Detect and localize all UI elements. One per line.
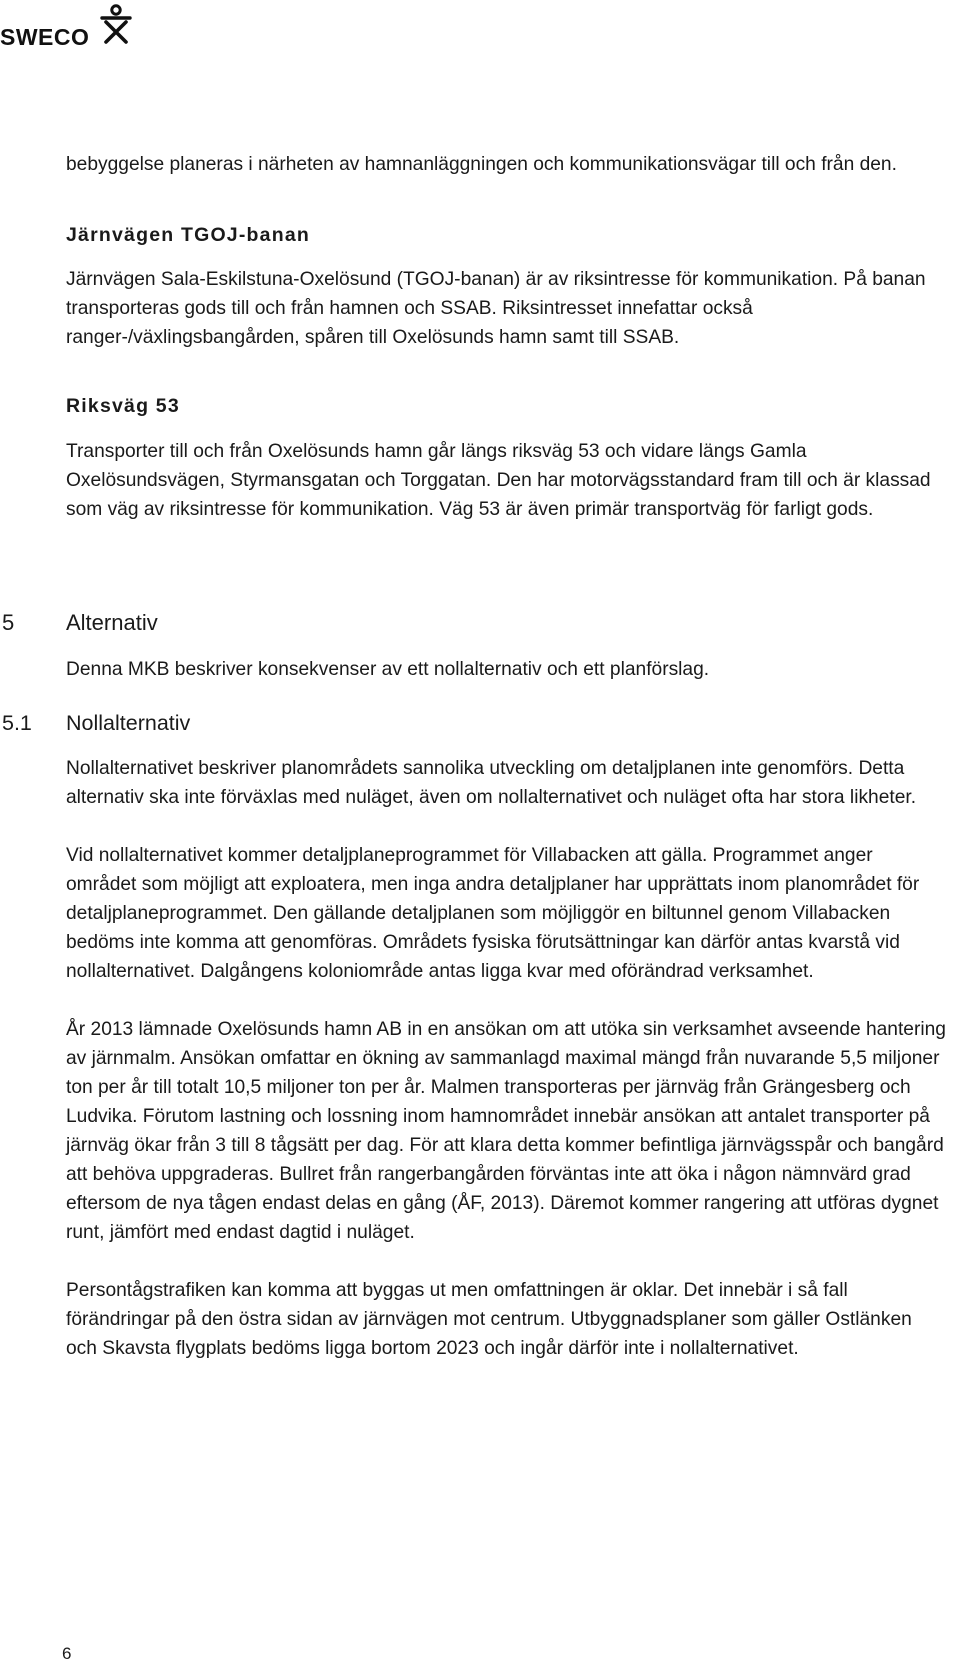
nollalternativ-paragraph-3: År 2013 lämnade Oxelösunds hamn AB in en ansökan om att utöka sin verksamhet avseende hantering av järnmalm. Ansökan omfattar en ökning av sammanlagd maximal mängd från nuvarande 5,5 miljoner ton per år till totalt 10,5 miljoner ton per år. Malmen transporteras per järnväg från Grängesberg och Ludvika. Förutom lastning och lossning inom hamnområdet innebär ansökan att antalet transporter på järnväg ökar från 3 till 8 tågsätt per dag. För att klara detta kommer befintliga järnvägsspår och bangård att behöva uppgraderas. Bullret från rangerbangården förväntas inte att öka i någon nämnvärd grad eftersom de nya tågen endast delas en gång (ÅF, 2013). Däremot kommer rangering att utföras dygnet runt, jämfört med endast dagtid i nuläget.	[66, 1019, 946, 1243]
section-number-5: 5	[2, 610, 15, 635]
sweco-figure-icon	[96, 4, 136, 46]
section-number-5-1: 5.1	[2, 711, 32, 735]
nollalternativ-section	[66, 754, 946, 1363]
heading-riksvag-53: Riksväg 53	[66, 395, 180, 417]
nollalternativ-paragraph-4: Persontågstrafiken kan komma att byggas ut men omfattningen är oklar. Det innebär i så fall förändringar på den östra sidan av järnvägen mot centrum. Utbyggnadsplaner som gäller Ostlänken och Skavsta flygplats bedöms ligga bortom 2023 och ingår därför inte i nollalternativet.	[66, 1280, 912, 1359]
alternativ-paragraph: Denna MKB beskriver konsekvenser av ett nollalternativ och ett planförslag.	[66, 659, 710, 680]
page-content	[66, 150, 946, 524]
logo-text: SWECO	[0, 24, 90, 50]
nollalternativ-paragraph-2: Vid nollalternativet kommer detaljplaneprogrammet för Villabacken att gälla. Programmet anger området som möjligt att exploatera, men inga andra detaljplaner har upprättats inom planområdet för detaljplaneprogrammet. Den gällande detaljplanen som möjliggör en biltunnel genom Villabacken bedöms inte komma att genomföras. Områdets fysiska förutsättningar kan därför antas kvarstå vid nollalternativet. Dalgångens koloniområde antas ligga kvar med oförändrad verksamhet.	[66, 845, 920, 982]
tgoj-paragraph: Järnvägen Sala-Eskilstuna-Oxelösund (TGOJ-banan) är av riksintresse för kommunikation. På banan transporteras gods till och från hamnen och SSAB. Riksintresset innefattar också ranger-/växlingsbangården, spåren till Oxelösunds hamn samt till SSAB.	[66, 269, 926, 348]
sweco-logo	[0, 4, 140, 48]
riksvag-paragraph: Transporter till och från Oxelösunds hamn går längs riksväg 53 och vidare längs Gamla Oxelösundsvägen, Styrmansgatan och Torggatan. Den har motorvägsstandard fram till och är klassad som väg av riksintresse för kommunikation. Väg 53 är även primär transportväg för farligt gods.	[66, 441, 931, 520]
page-number: 6	[62, 1644, 72, 1663]
intro-paragraph: bebyggelse planeras i närheten av hamnanläggningen och kommunikationsvägar till och från den.	[66, 154, 897, 175]
heading-tgoj: Järnvägen TGOJ-banan	[66, 224, 310, 246]
nollalternativ-paragraph-1: Nollalternativet beskriver planområdets sannolika utveckling om detaljplanen inte genomförs. Detta alternativ ska inte förväxlas med nuläget, även om nollalternativet och nuläget ofta har stora likheter.	[66, 758, 917, 808]
section-title-alternativ: Alternativ	[66, 610, 158, 635]
section-title-nollalternativ: Nollalternativ	[66, 711, 191, 735]
